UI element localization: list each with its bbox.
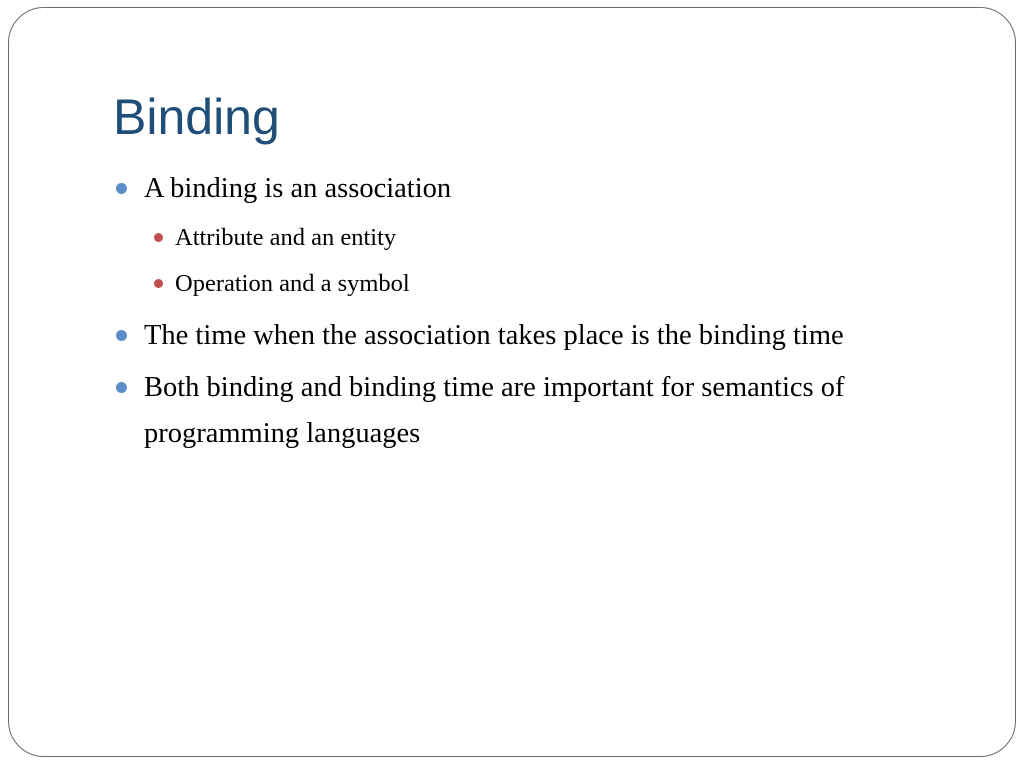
- sub-bullet-dot: [154, 233, 163, 242]
- bullet-text: Both binding and binding time are important for semantics of programming languages: [144, 372, 845, 449]
- sub-bullet-item: [175, 222, 975, 254]
- bullet-dot: [116, 330, 127, 341]
- sub-bullet-text: Attribute and an entity: [175, 224, 397, 251]
- bullet-item: [144, 365, 974, 457]
- bullet-dot: [116, 382, 127, 393]
- bullet-item: [144, 313, 984, 359]
- sub-bullet-dot: [154, 279, 163, 288]
- slide-title: Binding: [113, 89, 280, 145]
- sub-bullet-item: [175, 268, 975, 300]
- bullet-text: The time when the association takes place is the binding time: [144, 320, 844, 351]
- bullet-item: [144, 166, 984, 212]
- bullet-text: A binding is an association: [144, 173, 452, 204]
- sub-bullet-text: Operation and a symbol: [175, 270, 410, 297]
- bullet-dot: [116, 183, 127, 194]
